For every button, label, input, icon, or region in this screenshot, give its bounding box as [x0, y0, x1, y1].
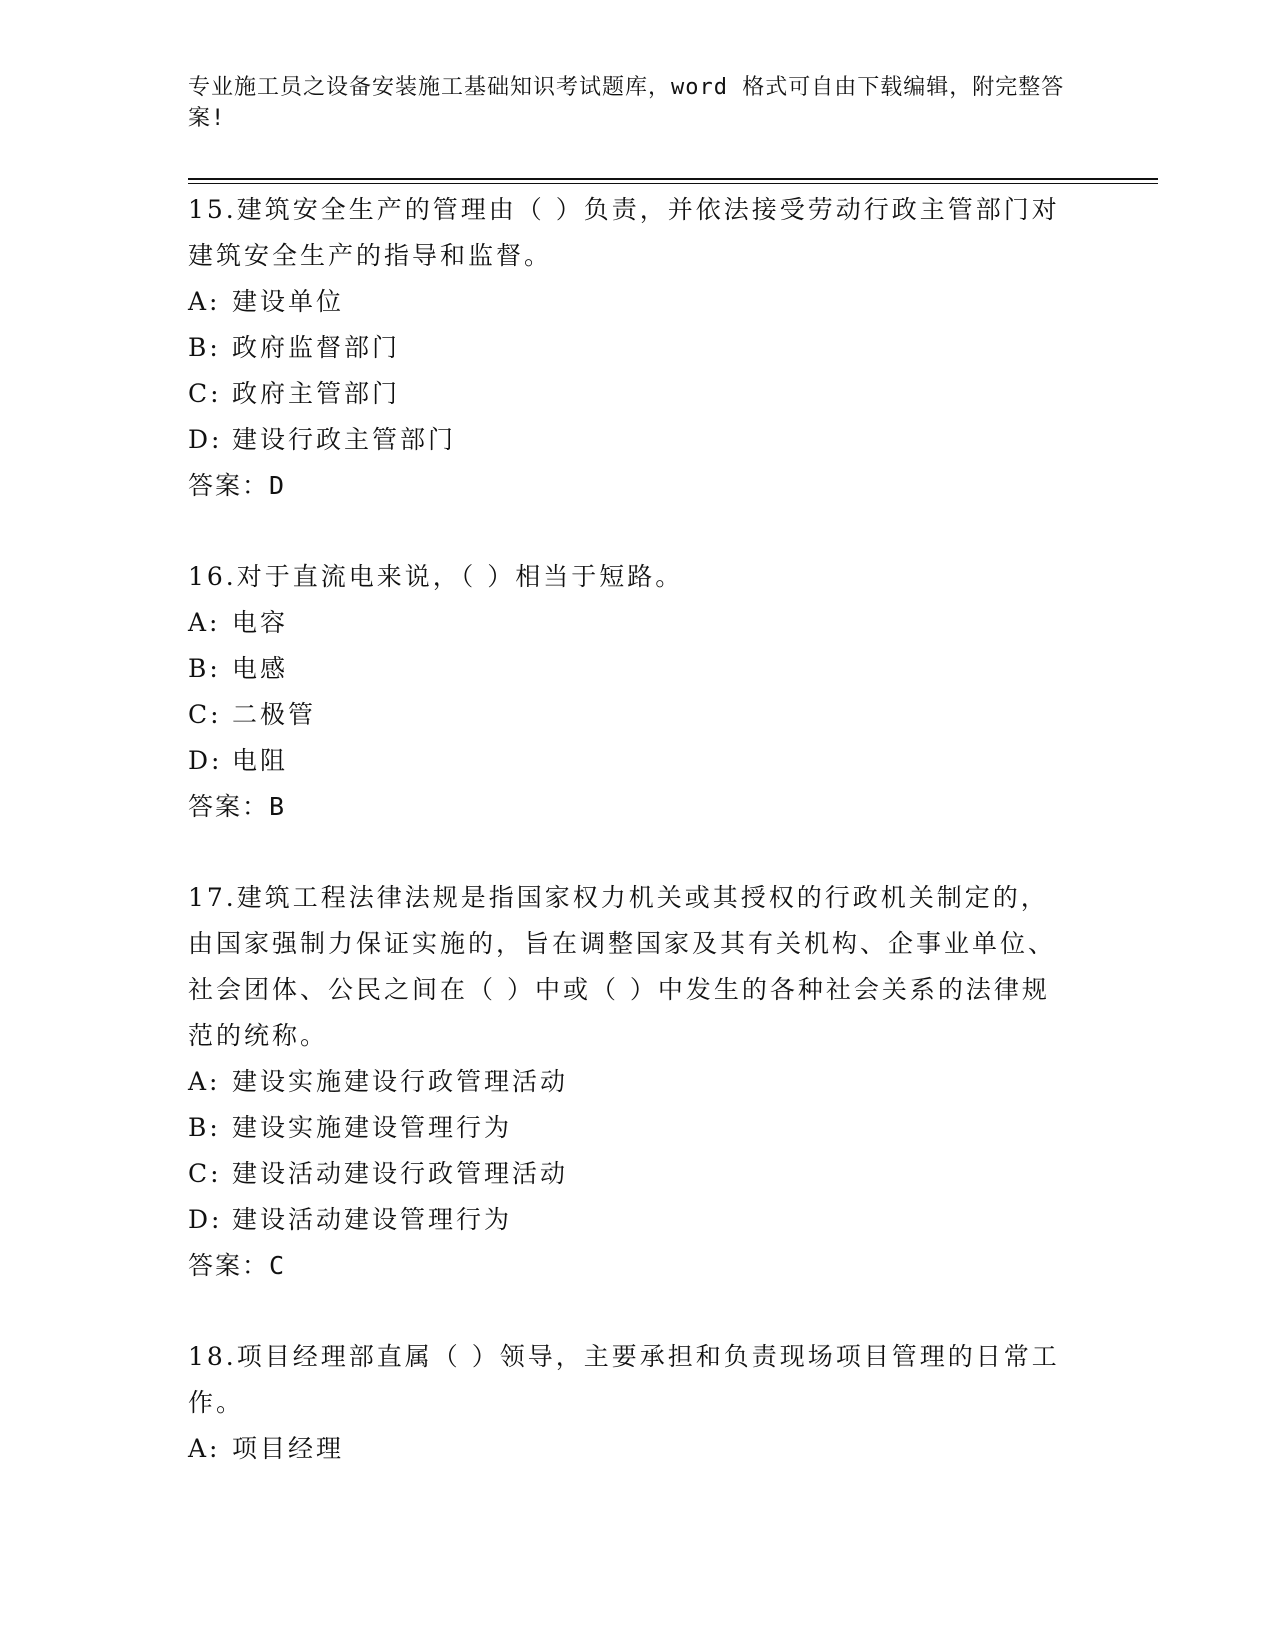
- option-label: 二极管: [232, 700, 317, 729]
- option-d: [188, 738, 1068, 784]
- option-a: [188, 279, 1068, 325]
- option-label: 电感: [232, 654, 289, 683]
- option-label: 建设活动建设管理行为: [232, 1205, 513, 1234]
- option-label: 建设实施建设行政管理活动: [232, 1067, 569, 1096]
- option-key: B:: [188, 333, 221, 362]
- option-key: A:: [188, 1067, 221, 1096]
- option-key: A:: [188, 287, 221, 316]
- option-a: [188, 1059, 1068, 1105]
- question-list: [188, 187, 1068, 1472]
- option-key: C:: [188, 1159, 222, 1188]
- option-key: B:: [188, 1113, 221, 1142]
- option-c: [188, 1151, 1068, 1197]
- option-key: C:: [188, 379, 222, 408]
- question-text: 15.建筑安全生产的管理由（ ）负责，并依法接受劳动行政主管部门对建筑安全生产的指导和监督。: [188, 195, 1060, 270]
- option-label: 建设活动建设行政管理活动: [232, 1159, 569, 1188]
- header-divider-thin: [188, 183, 1158, 184]
- option-key: C:: [188, 700, 222, 729]
- option-a: [188, 1426, 1068, 1472]
- option-c: [188, 371, 1068, 417]
- question-text: 18.项目经理部直属（ ）领导，主要承担和负责现场项目管理的日常工作。: [188, 1342, 1060, 1417]
- option-label: 建设单位: [232, 287, 345, 316]
- option-d: [188, 1197, 1068, 1243]
- option-label: 电阻: [232, 746, 289, 775]
- option-b: [188, 325, 1068, 371]
- option-b: [188, 1105, 1068, 1151]
- question-16: [188, 554, 1068, 830]
- option-a: [188, 600, 1068, 646]
- option-key: B:: [188, 654, 221, 683]
- option-label: 建设实施建设管理行为: [232, 1113, 513, 1142]
- option-label: 项目经理: [232, 1434, 345, 1463]
- question-text: 17.建筑工程法律法规是指国家权力机关或其授权的行政机关制定的，由国家强制力保证实施的，旨在调整国家及其有关机构、企事业单位、社会团体、公民之间在（ ）中或（ ）中发生的各种社会关系的法律规范的统称。: [188, 883, 1057, 1050]
- option-label: 电容: [232, 608, 289, 637]
- question-18: [188, 1334, 1068, 1472]
- question-17: [188, 875, 1068, 1289]
- question-15: [188, 187, 1068, 509]
- option-c: [188, 692, 1068, 738]
- option-label: 建设行政主管部门: [232, 425, 457, 454]
- option-label: 政府主管部门: [232, 379, 401, 408]
- option-b: [188, 646, 1068, 692]
- option-key: A:: [188, 608, 221, 637]
- document-header: 专业施工员之设备安装施工基础知识考试题库，word 格式可自由下载编辑，附完整答案!: [188, 75, 1065, 131]
- option-key: D:: [188, 746, 223, 775]
- option-label: 政府监督部门: [232, 333, 401, 362]
- answer-text: 答案：D: [188, 471, 287, 500]
- option-key: D:: [188, 425, 223, 454]
- option-d: [188, 417, 1068, 463]
- option-key: A:: [188, 1434, 221, 1463]
- answer-text: 答案：B: [188, 792, 287, 821]
- option-key: D:: [188, 1205, 223, 1234]
- header-divider-thick: [188, 178, 1158, 180]
- question-text: 16.对于直流电来说，（ ）相当于短路。: [188, 562, 684, 591]
- answer-text: 答案：C: [188, 1251, 287, 1280]
